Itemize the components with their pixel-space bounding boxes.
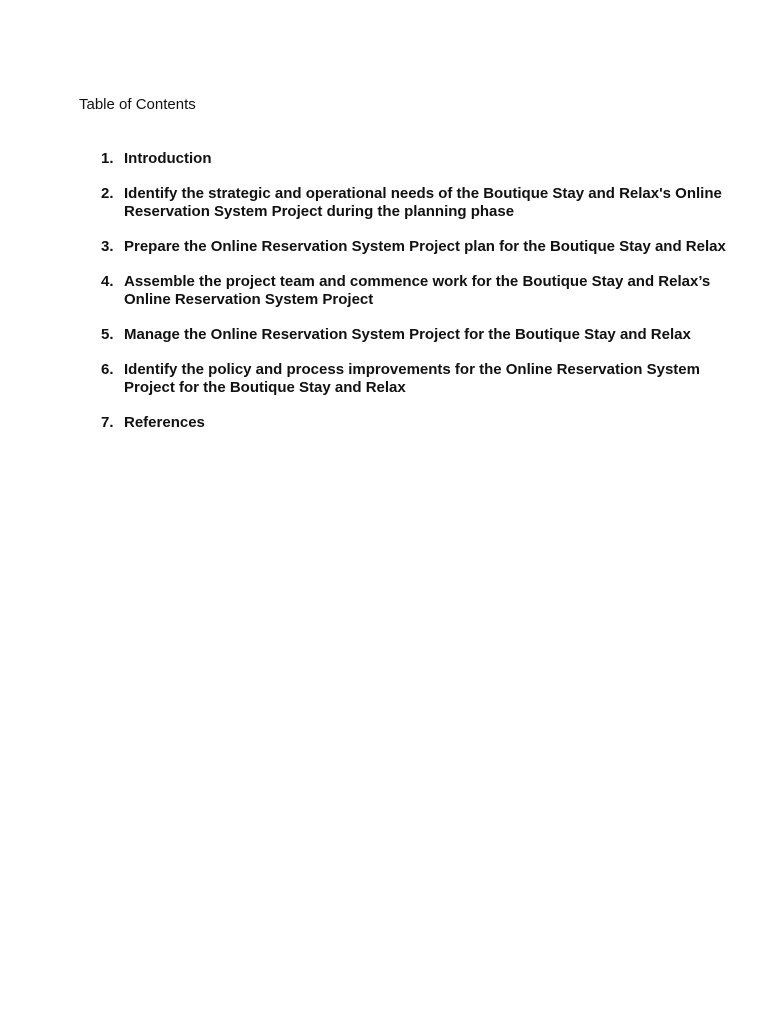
- toc-item-number: 5.: [101, 326, 114, 343]
- toc-item-policy-improvements: [0, 361, 768, 397]
- toc-item-text: References: [124, 414, 205, 431]
- toc-item-text: Assemble the project team and commence work for the Boutique Stay and Relax’s Online Reservation System Project: [124, 273, 711, 308]
- toc-item-references: [0, 414, 768, 432]
- toc-item-text: Identify the policy and process improvements for the Online Reservation System Project for the Boutique Stay and Relax: [124, 361, 700, 396]
- toc-item-introduction: [0, 150, 768, 168]
- toc-item-text: Introduction: [124, 150, 212, 167]
- toc-title: Table of Contents: [79, 96, 196, 113]
- toc-item-manage-project: [0, 326, 768, 344]
- toc-item-number: 1.: [101, 150, 114, 167]
- toc-item-text: Prepare the Online Reservation System Project plan for the Boutique Stay and Relax: [124, 238, 726, 255]
- toc-item-number: 4.: [101, 273, 114, 290]
- toc-item-number: 2.: [101, 185, 114, 202]
- toc-item-number: 7.: [101, 414, 114, 431]
- toc-list: [0, 150, 768, 449]
- toc-item-project-team: [0, 273, 768, 309]
- toc-item-number: 6.: [101, 361, 114, 378]
- toc-item-text: Identify the strategic and operational needs of the Boutique Stay and Relax's Online Reservation System Project during the planning phase: [124, 185, 722, 220]
- toc-item-strategic-needs: [0, 185, 768, 221]
- toc-item-number: 3.: [101, 238, 114, 255]
- toc-item-project-plan: [0, 238, 768, 256]
- toc-item-text: Manage the Online Reservation System Project for the Boutique Stay and Relax: [124, 326, 691, 343]
